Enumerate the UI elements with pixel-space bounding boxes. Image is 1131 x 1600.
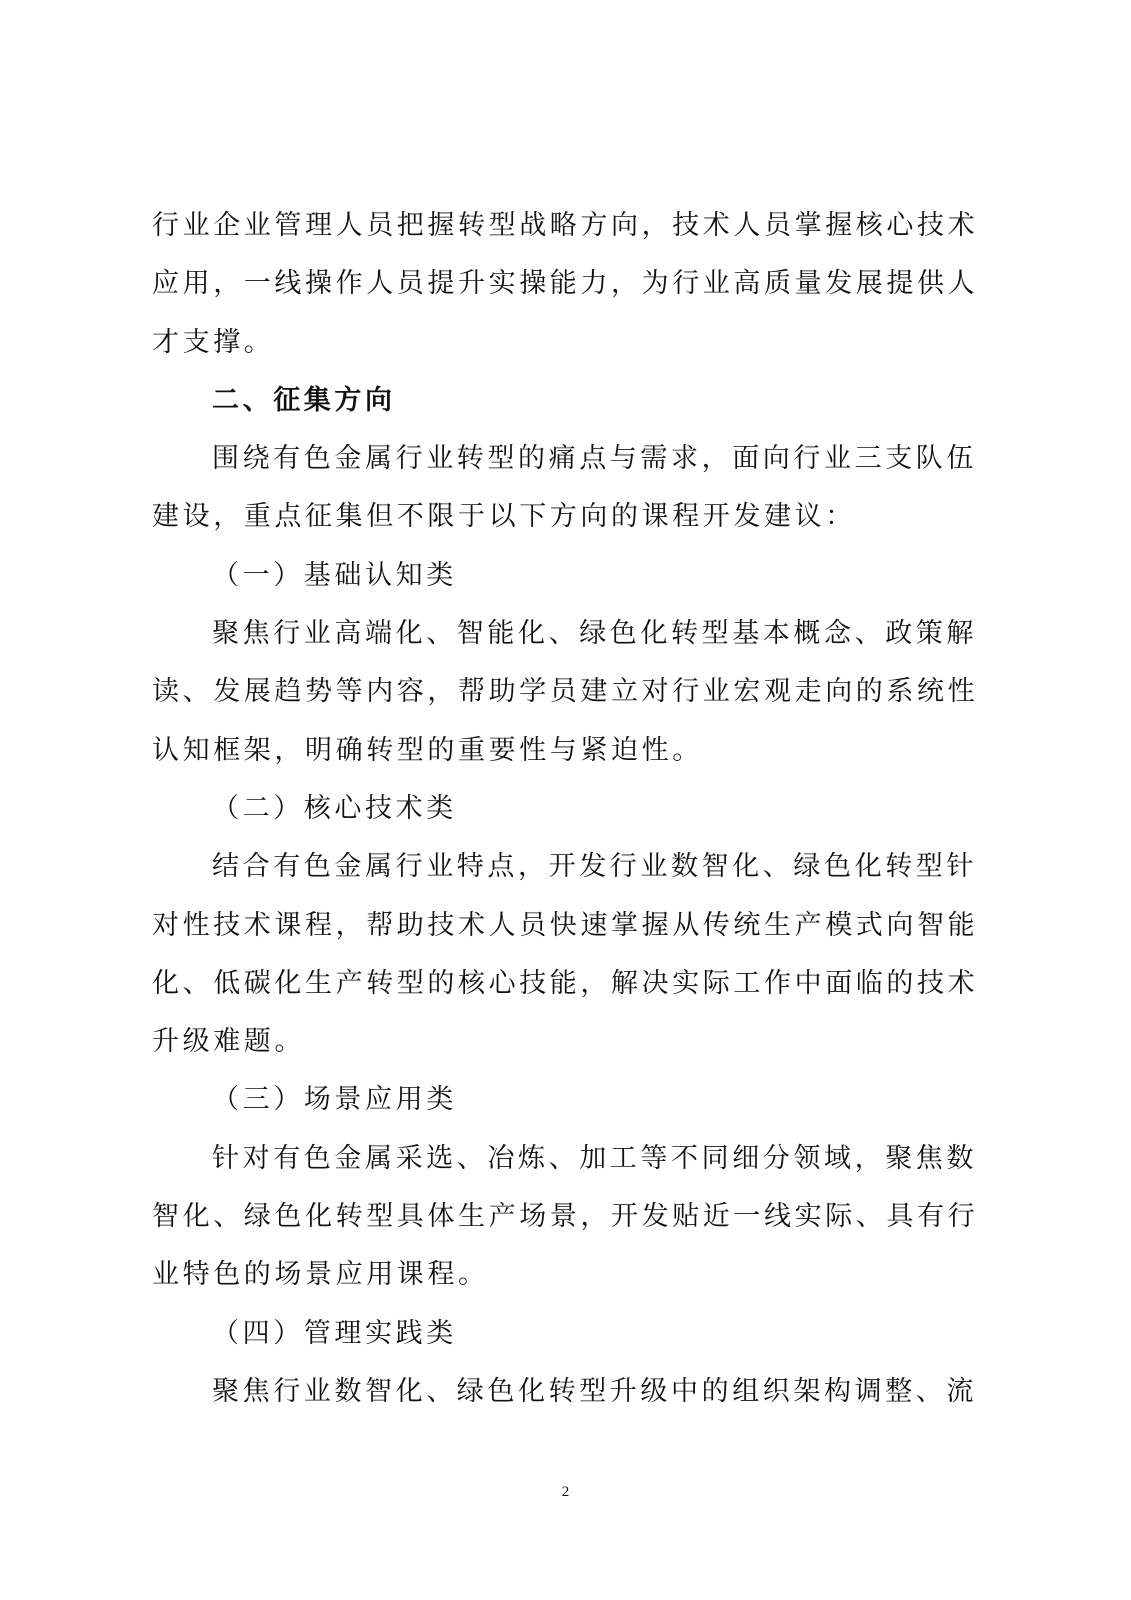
paragraph-line: 读、发展趋势等内容，帮助学员建立对行业宏观走向的系统性 [152,676,979,708]
paragraph-line: 对性技术课程，帮助技术人员快速掌握从传统生产模式向智能 [152,909,979,941]
paragraph-line: 才支撑。 [152,326,275,358]
paragraph-line: 化、低碳化生产转型的核心技能，解决实际工作中面临的技术 [152,967,979,999]
paragraph-line: 行业企业管理人员把握转型战略方向，技术人员掌握核心技术 [152,210,979,241]
paragraph-line: 围绕有色金属行业转型的痛点与需求，面向行业三支队伍 [212,443,977,475]
paragraph-line: 认知框架，明确转型的重要性与紧迫性。 [152,734,703,766]
document-body [152,197,979,1421]
paragraph-line: 聚焦行业高端化、智能化、绿色化转型基本概念、政策解 [212,618,977,650]
subsection-heading: （二）核心技术类 [212,792,457,824]
paragraph-line: 建设，重点征集但不限于以下方向的课程开发建议： [152,501,856,533]
paragraph-line: 结合有色金属行业特点，开发行业数智化、绿色化转型针 [212,851,977,883]
paragraph-line: 业特色的场景应用课程。 [152,1259,489,1291]
page-number: 2 [561,1484,570,1500]
paragraph-line: 应用，一线操作人员提升实操能力，为行业高质量发展提供人 [152,268,979,300]
subsection-heading: （四）管理实践类 [212,1317,457,1349]
paragraph-line: 智化、绿色化转型具体生产场景，开发贴近一线实际、具有行 [152,1201,979,1233]
paragraph-line: 升级难题。 [152,1026,305,1058]
section-heading: 二、征集方向 [212,384,396,416]
paragraph-line: 针对有色金属采选、冶炼、加工等不同细分领域，聚焦数 [212,1142,977,1174]
paragraph-line: 聚焦行业数智化、绿色化转型升级中的组织架构调整、流 [212,1375,977,1407]
subsection-heading: （一）基础认知类 [212,559,457,591]
subsection-heading: （三）场景应用类 [212,1084,457,1116]
